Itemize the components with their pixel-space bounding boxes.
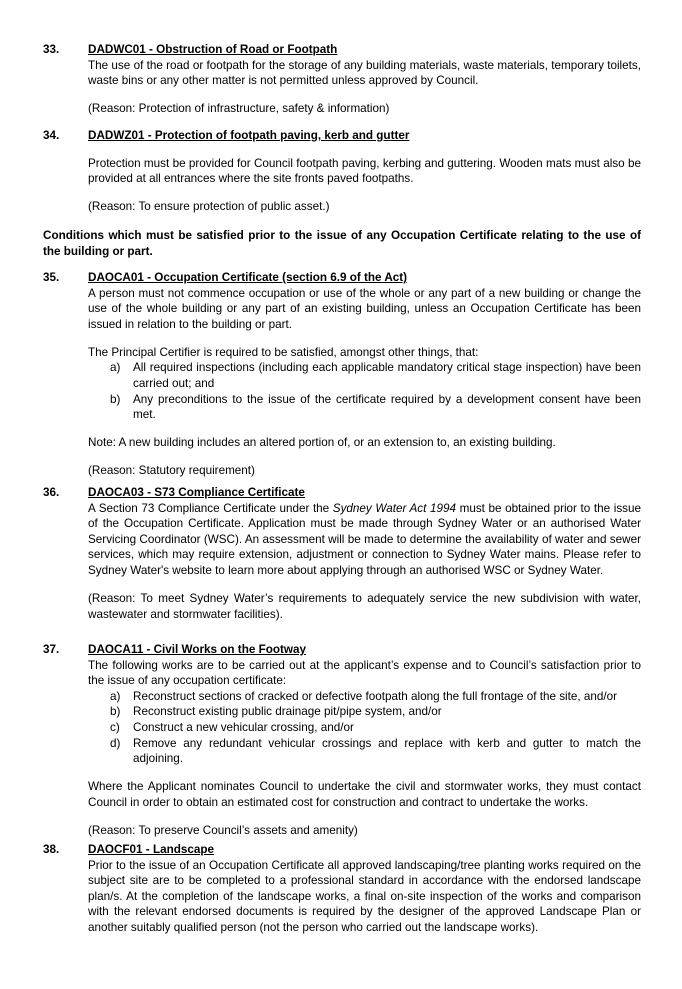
section-heading: Conditions which must be satisfied prior to the issue of any Occupation Certificate relating to the use of the building or part. xyxy=(43,229,641,258)
condition-35 xyxy=(43,270,641,479)
list-item: b) Reconstruct existing public drainage pit/pipe system, and/or xyxy=(110,705,442,719)
condition-reason: (Reason: Protection of infrastructure, safety & information) xyxy=(88,102,390,116)
condition-text: A person must not commence occupation or use of the whole or any part of a new building or change the use of the whole building or any part of an existing building, unless an Occupation Certificate has been issued in relation to the building or part. xyxy=(88,286,641,331)
condition-title: DAOCA03 - S73 Compliance Certificate xyxy=(88,486,305,499)
condition-37 xyxy=(43,642,641,839)
condition-text: Prior to the issue of an Occupation Certificate all approved landscaping/tree planting works required on the subject site are to be completed to a professional standard in accordance with the endorsed landscape plan/s. At the completion of the landscape works, a final on-site inspection of the works and comparison with the relevant endorsed documents is required by the designer of the approved Landscape Plan or another suitably qualified person (not the person who carried out the landscape works). xyxy=(88,858,641,934)
condition-reason: (Reason: To preserve Council’s assets and amenity) xyxy=(88,823,358,837)
condition-title: DAOCA01 - Occupation Certificate (section 6.9 of the Act) xyxy=(88,271,408,284)
condition-intro: The Principal Certifier is required to be satisfied, amongst other things, that: xyxy=(88,345,479,359)
list-item: a) Reconstruct sections of cracked or defective footpath along the full frontage of the site, and/or xyxy=(110,689,618,703)
list-item: d) Remove any redundant vehicular crossings and replace with kerb and gutter to match the adjoining. xyxy=(110,736,641,766)
condition-list xyxy=(88,360,641,422)
condition-number: 35. xyxy=(43,271,60,284)
condition-extra: Where the Applicant nominates Council to undertake the civil and stormwater works, they must contact Council in order to obtain an estimated cost for construction and contract to undertake the works. xyxy=(88,780,641,809)
condition-number: 34. xyxy=(43,129,60,142)
condition-text: Protection must be provided for Council footpath paving, kerbing and guttering. Wooden mats must also be provided at all entrances where the site fronts paved footpaths. xyxy=(88,156,641,186)
condition-reason: (Reason: To meet Sydney Water’s requirements to adequately service the new subdivision with water, wastewater and stormwater facilities). xyxy=(88,592,641,621)
condition-number: 36. xyxy=(43,486,60,499)
list-item: b) Any preconditions to the issue of the certificate required by a development consent have been met. xyxy=(110,392,641,422)
condition-title: DAOCA11 - Civil Works on the Footway xyxy=(88,643,306,656)
list-item: c) Construct a new vehicular crossing, and/or xyxy=(110,720,354,734)
condition-number: 38. xyxy=(43,843,60,856)
list-item: a) All required inspections (including each applicable mandatory critical stage inspection) have been carried out; and xyxy=(110,361,641,391)
condition-number: 33. xyxy=(43,43,60,56)
condition-title: DAOCF01 - Landscape xyxy=(88,843,214,856)
condition-text: The use of the road or footpath for the storage of any building materials, waste materials, temporary toilets, waste bins or any other matter is not permitted unless approved by Council. xyxy=(88,58,641,88)
condition-note: Note: A new building includes an altered portion of, or an extension to, an existing building. xyxy=(88,436,556,450)
condition-number: 37. xyxy=(43,643,60,656)
condition-reason: (Reason: To ensure protection of public asset.) xyxy=(88,200,330,214)
condition-text: The following works are to be carried out at the applicant’s expense and to Council’s satisfaction prior to the issue of any occupation certificate: xyxy=(88,658,641,688)
condition-title: DADWZ01 - Protection of footpath paving, kerb and gutter xyxy=(88,129,410,142)
condition-38 xyxy=(43,842,641,936)
condition-33 xyxy=(43,42,641,117)
condition-36 xyxy=(43,485,641,622)
condition-text: A Section 73 Compliance Certificate under the Sydney Water Act 1994 must be obtained prior to the issue of the Occupation Certificate. Application must be made through Sydney Water or an authorised Water Servicing Coordinator (WSC). An assessment will be made to determine the availability of water and sewer services, which may require extension, adjustment or connection to Sydney Water mains. Please refer to Sydney Water's website to learn more about applying through an authorised WSC or Sydney Water. xyxy=(88,501,642,577)
condition-34 xyxy=(43,128,641,215)
condition-title: DADWC01 - Obstruction of Road or Footpath xyxy=(88,43,338,56)
condition-reason: (Reason: Statutory requirement) xyxy=(88,464,255,478)
condition-list xyxy=(88,689,641,767)
